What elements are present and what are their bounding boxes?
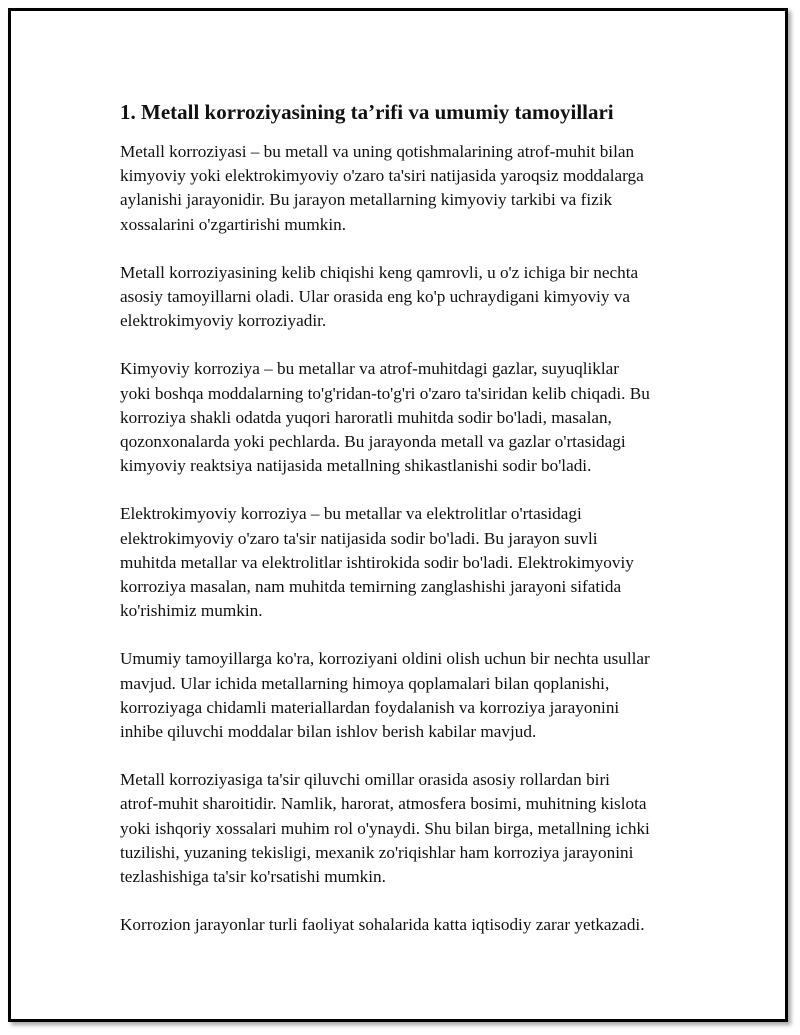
text-line: aylanishi jarayonidir. Bu jarayon metallarning kimyoviy tarkibi va fizik xyxy=(120,190,613,210)
page-frame xyxy=(8,8,788,1022)
text-line: elektrokimyoviy korroziyadir. xyxy=(120,311,327,331)
paragraph-influencing-factors xyxy=(120,768,700,889)
text-line: xossalarini o'zgartirishi mumkin. xyxy=(120,214,347,234)
text-line: muhitda metallar va elektrolitlar ishtirokida sodir bo'ladi. Elektrokimyoviy xyxy=(120,552,634,572)
text-line: Korrozion jarayonlar turli faoliyat sohalarida katta iqtisodiy zarar yetkazadi. xyxy=(120,915,645,935)
text-line: Elektrokimyoviy korroziya – bu metallar va elektrolitlar o'rtasidagi xyxy=(120,504,582,524)
text-line: kimyoviy reaktsiya natijasida metallning shikastlanishi sodir bo'ladi. xyxy=(120,456,592,476)
paragraph-chemical-corrosion xyxy=(120,357,700,478)
paragraph-economic-damage xyxy=(120,913,700,937)
text-line: mavjud. Ular ichida metallarning himoya qoplamalari bilan qoplanishi, xyxy=(120,673,610,693)
paragraph-prevention-methods xyxy=(120,647,700,744)
page-title: 1. Metall korroziyasining ta’rifi va umumiy tamoyillari xyxy=(120,100,614,124)
text-line: qozonxonalarda yoki pechlarda. Bu jarayonda metall va gazlar o'rtasidagi xyxy=(120,432,626,452)
text-line: Kimyoviy korroziya – bu metallar va atrof-muhitdagi gazlar, suyuqliklar xyxy=(120,359,620,379)
text-line: elektrokimyoviy o'zaro ta'sir natijasida sodir bo'ladi. Bu jarayon suvli xyxy=(120,528,598,548)
text-line: atrof-muhit sharoitidir. Namlik, harorat, atmosfera bosimi, muhitning kislota xyxy=(120,794,647,814)
text-line: asosiy tamoyillarni oladi. Ular orasida eng ko'p uchraydigani kimyoviy va xyxy=(120,287,631,307)
text-line: korroziya shakli odatda yuqori haroratli muhitda sodir bo'ladi, masalan, xyxy=(120,407,612,427)
text-line: inhibe qiluvchi moddalar bilan ishlov berish kabilar mavjud. xyxy=(120,722,537,742)
paragraph-origin xyxy=(120,261,700,334)
text-line: tuzilishi, yuzaning tekisligi, mexanik zo'riqishlar ham korroziya jarayonini xyxy=(120,842,634,862)
text-line: korroziyaga chidamli materiallardan foydalanish va korroziya jarayonini xyxy=(120,697,620,717)
text-line: yoki boshqa moddalarning to'g'ridan-to'g'ri o'zaro ta'siridan kelib chiqadi. Bu xyxy=(120,383,650,403)
text-line: Metall korroziyasi – bu metall va uning qotishmalarining atrof-muhit bilan xyxy=(120,142,635,161)
document-body xyxy=(120,99,700,961)
text-line: Metall korroziyasiga ta'sir qiluvchi omillar orasida asosiy rollardan biri xyxy=(120,770,610,790)
text-line: ko'rishimiz mumkin. xyxy=(120,601,263,621)
text-line: tezlashishiga ta'sir ko'rsatishi mumkin. xyxy=(120,867,386,887)
text-line: Umumiy tamoyillarga ko'ra, korroziyani oldini olish uchun bir nechta usullar xyxy=(120,649,650,669)
text-line: kimyoviy yoki elektrokimyoviy o'zaro ta'siri natijasida yaroqsiz moddalarga xyxy=(120,166,644,186)
paragraph-electrochemical-corrosion xyxy=(120,502,700,623)
text-line: Metall korroziyasining kelib chiqishi keng qamrovli, u o'z ichiga bir nechta xyxy=(120,262,639,282)
text-line: yoki ishqoriy xossalari muhim rol o'ynaydi. Shu bilan birga, metallning ichki xyxy=(120,818,650,838)
paragraph-definition xyxy=(120,140,700,237)
text-line: korroziya masalan, nam muhitda temirning zanglashishi jarayoni sifatida xyxy=(120,577,622,597)
